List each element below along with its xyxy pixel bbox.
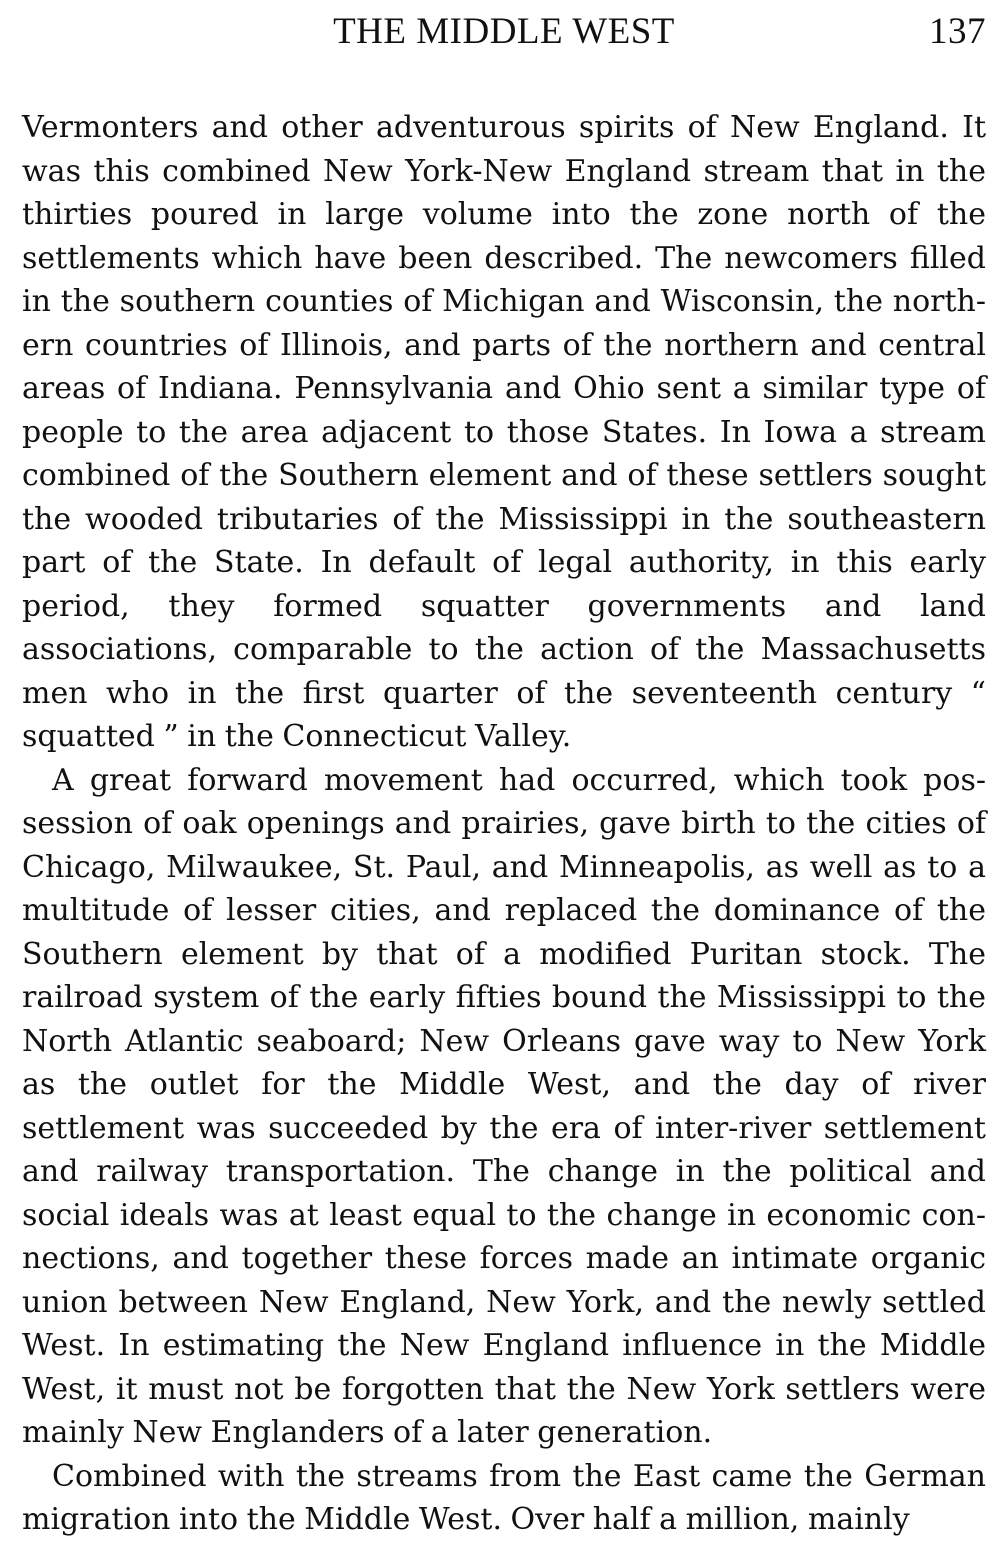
page-number: 137 [929, 11, 986, 52]
running-head [22, 8, 986, 60]
paragraph-forward-movement: A great forward movement had occurred, which took possession of oak openings and prairies, gave birth to the cities of Chicago, Milwaukee, St. Paul, and Minneapolis, as well as to a multitude of lesser cities, and replaced the dominance of the Southern element by that of a modified Puritan stock. The railroad system of the early fifties bound the Mississippi to the North Atlantic seaboard; New Orleans gave way to New York as the outlet for the Middle West, and the day of river settlement was succeeded by the era of inter-river settlement and railway transportation. The change in the political and social ideals was at least equal to the change in economic connections, and together these forces made an intimate organic union between New England, New York, and the newly settled West. In estimating the New England influence in the Middle West, it must not be forgotten that the New York settlers were mainly New Englanders of a later generation. [22, 762, 986, 1450]
paragraph-continued: Vermonters and other adventurous spirits of New England. It was this combined New York-New England stream that in the thirties poured in large volume into the zone north of the settlements which have been described. The newcomers filled in the southern counties of Michigan and Wisconsin, the northern countries of Illinois, and parts of the northern and central areas of Indiana. Pennsylvania and Ohio sent a similar type of people to the area adjacent to those States. In Iowa a stream combined of the Southern element and of these settlers sought the wooded tributaries of the Mississippi in the southeastern part of the State. In default of legal authority, in this early period, they formed squatter governments and land associations, comparable to the action of the Massachusetts men who in the first quarter of the seventeenth century “ squatted ” in the Connecticut Valley. [22, 110, 986, 754]
running-title: THE MIDDLE WEST [333, 11, 675, 52]
paragraph-german-migration: Combined with the streams from the East came the German migration into the Middle West. Over half a million, mainly [22, 1458, 986, 1537]
body-text [22, 106, 986, 1542]
